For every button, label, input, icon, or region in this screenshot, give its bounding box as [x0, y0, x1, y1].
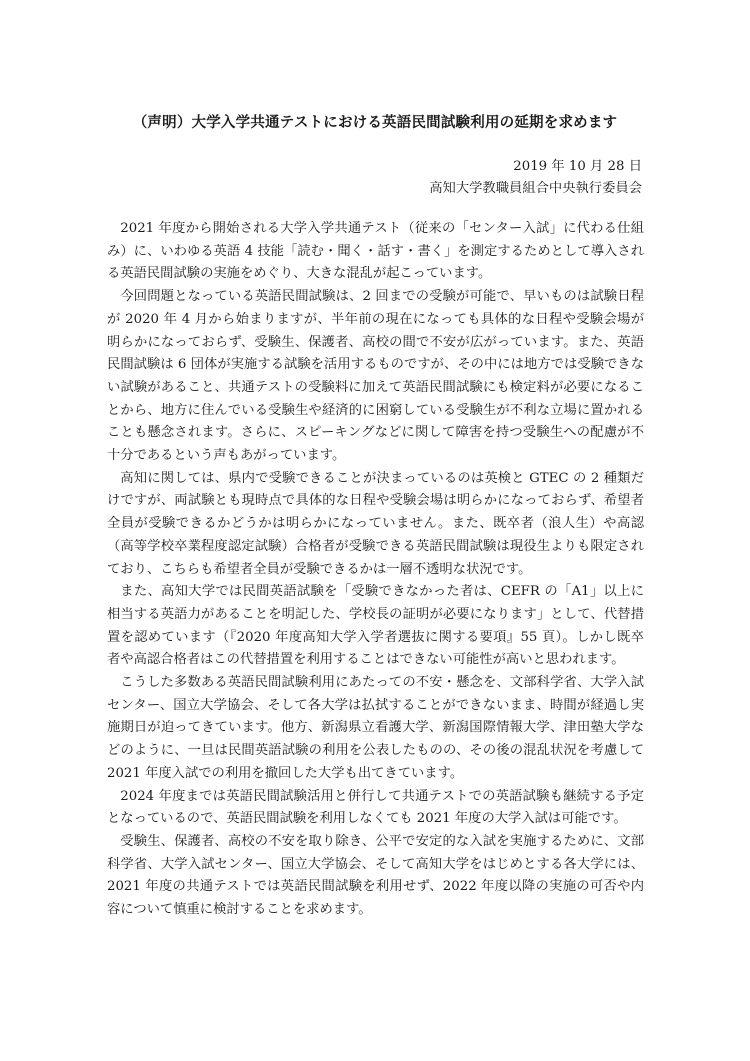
- document-author: 高知大学教職員組合中央執行委員会: [429, 181, 642, 196]
- document-body: [107, 218, 644, 922]
- document-title: （声明）大学入学共通テストにおける英語民間試験利用の延期を求めます: [132, 115, 618, 131]
- paragraph: こうした多数ある英語民間試験利用にあたっての不安・懸念を、文部科学省、大学入試センター、国立大学協会、そして各大学は払拭することができないまま、時間が経過し実施期日が迫ってきています。他方、新潟県立看護大学、新潟国際情報大学、津田塾大学などのように、一旦は民間英語試験の利用を公表したものの、その後の混乱状況を考慮して 2021 年度入試での利用を撤回した大学も出てきています。: [107, 675, 644, 781]
- document-date: 2019 年 10 月 28 日: [513, 159, 642, 174]
- paragraph: 高知に関しては、県内で受験できることが決まっているのは英検と GTEC の 2 種類だけですが、両試験とも現時点で具体的な日程や受験会場は明らかになっておらず、希望者全員が受験できるかどうかは明らかになっていません。また、既卒者（浪人生）や高認（高等学校卒業程度認定試験）合格者が受験できる英語民間試験は現役生よりも限定されており、こちらも希望者全員が受験できるかは一層不透明な状況です。: [107, 470, 644, 577]
- paragraph: 今回問題となっている英語民間試験は、2 回までの受験が可能で、早いものは試験日程が 2020 年 4 月から始まりますが、半年前の現在になっても具体的な日程や受験会場が明らかになっておらず、受験生、保護者、高校の間で不安が広がっています。また、英語民間試験は 6 団体が実施する試験を活用するものですが、その中には地方では受験できない試験があること、共通テストの受験料に加えて英語民間試験にも検定料が必要になることから、地方に住んでいる受験生や経済的に困窮している受験生が不利な立場に置かれることも懸念されます。さらに、スピーキングなどに関して障害を持つ受験生への配慮が不十分であるという声もあがっています。: [107, 289, 644, 464]
- paragraph: 2024 年度までは英語民間試験活用と併行して共通テストでの英語試験も継続する予定となっているので、英語民間試験を利用しなくても 2021 年度の大学入試は可能です。: [107, 788, 644, 827]
- paragraph: 2021 年度から開始される大学入学共通テスト（従来の「センター入試」に代わる仕組み）に、いわゆる英語 4 技能「読む・聞く・話す・書く」を測定するためとして導入される英語民間試験の実施をめぐり、大きな混乱が起こっています。: [107, 221, 644, 282]
- paragraph: 受験生、保護者、高校の不安を取り除き、公平で安定的な入試を実施するために、文部科学省、大学入試センター、国立大学協会、そして高知大学をはじめとする各大学には、2021 年度の共通テストでは英語民間試験を利用せず、2022 年度以降の実施の可否や内容について慎重に検討することを求めます。: [107, 833, 644, 918]
- paragraph: また、高知大学では民間英語試験を「受験できなかった者は、CEFR の「A1」以上に相当する英語力があることを明記した、学校長の証明が必要になります」として、代替措置を認めています（『2020 年度高知大学入学者選抜に関する要項』55 頁）。しかし既卒者や高認合格者はこの代替措置を利用することはできない可能性が高いと思われます。: [107, 584, 644, 668]
